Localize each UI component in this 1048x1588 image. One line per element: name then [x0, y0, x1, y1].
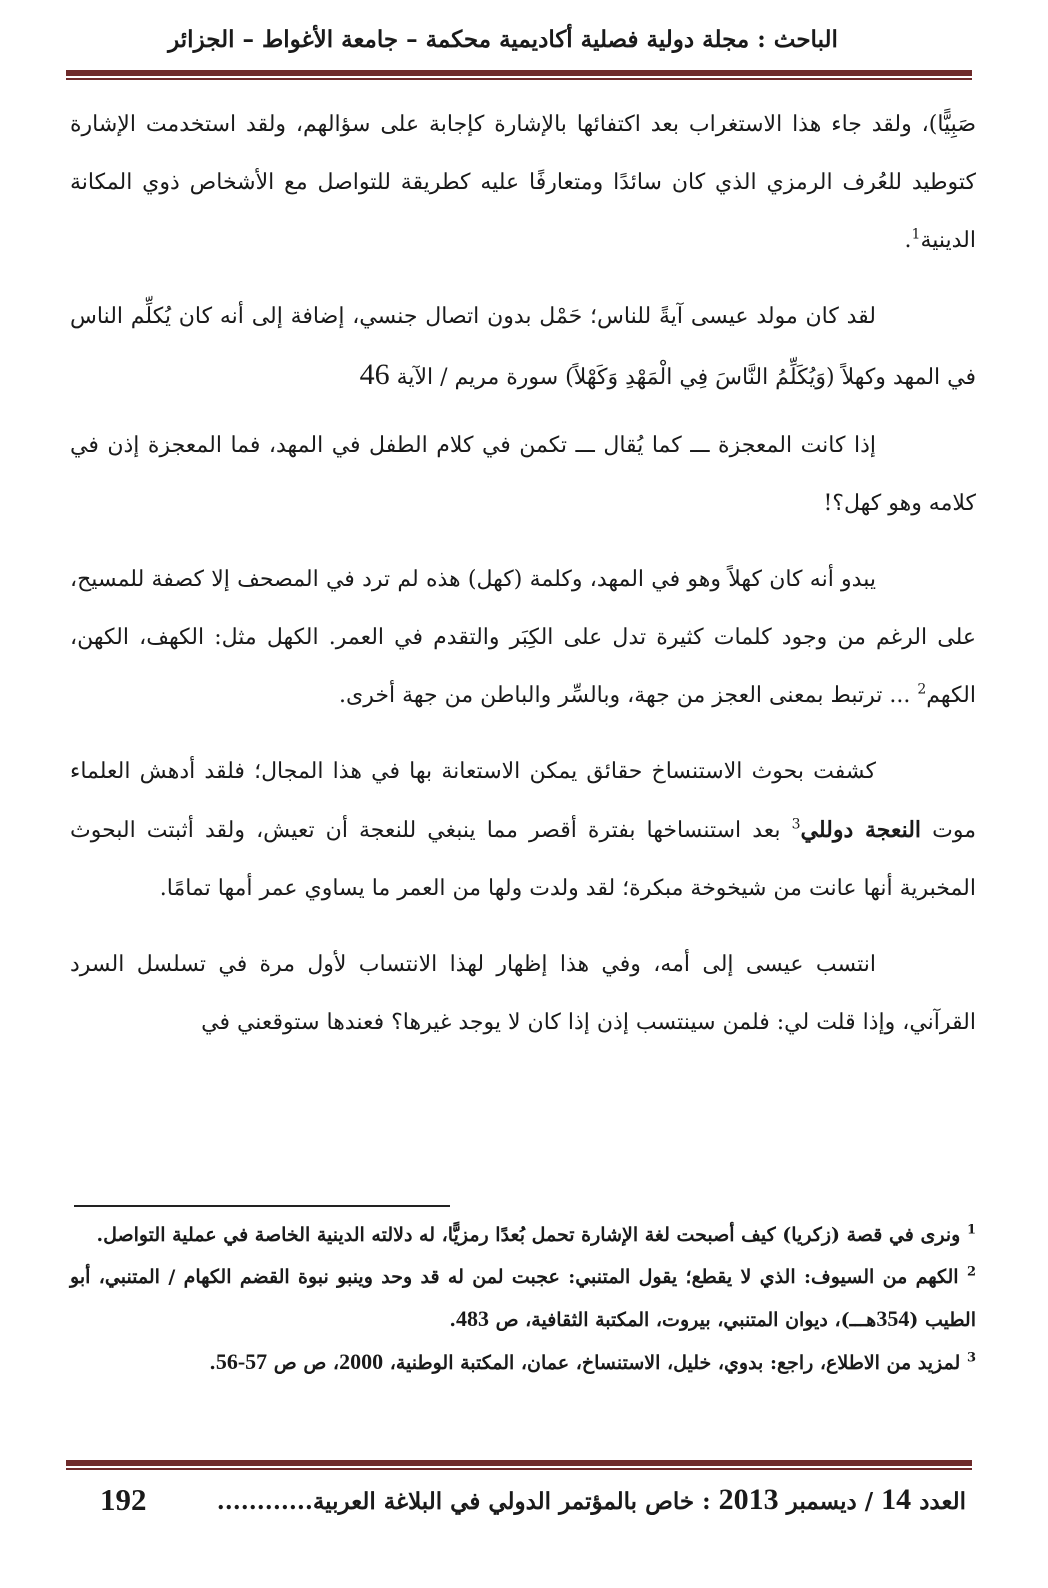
issue-separator: / — [864, 1488, 874, 1515]
footnote-separator — [74, 1205, 450, 1207]
paragraph-3-text: إذا كانت المعجزة ـــ كما يُقال ـــ تكمن في كلام الطفل في المهد، فما المعجزة إذن في كلامه وهو كهل؟! — [70, 433, 976, 516]
footnote-3-text-a: لمزيد من الاطلاع، راجع: بدوي، خليل، الاستنساخ، عمان، المكتبة الوطنية، — [389, 1352, 961, 1374]
footnote-3-text-b: ، ص ص — [273, 1352, 340, 1374]
footnote-2-text-b: هـــ)، ديوان المتنبي، بيروت، المكتبة الثقافية، ص — [495, 1309, 877, 1331]
header-rule-thick — [66, 70, 972, 76]
article-body — [70, 96, 976, 1064]
footnote-2-end: . — [449, 1309, 456, 1331]
footnote-1-text: ونرى في قصة (زكريا) كيف أصبحت لغة الإشارة تحمل بُعدًا رمزيًّا، له دلالته الدينية الخاصة في عملية التواصل. — [96, 1224, 961, 1246]
footnote-1-number: 1 — [966, 1222, 976, 1238]
dolly-name: النعجة دوللي — [800, 817, 922, 843]
footnotes — [70, 1214, 976, 1384]
footnote-2 — [70, 1256, 976, 1341]
paragraph-2 — [70, 288, 976, 407]
issue-label: العدد — [919, 1488, 966, 1515]
footnote-2-year: 354 — [876, 1306, 910, 1331]
footnote-3-pages: 56-57 — [215, 1349, 268, 1374]
paragraph-4-text-b: ... ترتبط بمعنى العجز من جهة، وبالسِّر والباطن من جهة أخرى. — [339, 683, 911, 708]
footer-rule-thin — [66, 1468, 972, 1470]
issue-year: 2013 — [718, 1483, 779, 1516]
footer-rule — [66, 1460, 972, 1471]
header-rule-thin — [66, 78, 972, 80]
footnote-ref-3[interactable]: 3 — [791, 816, 801, 833]
issue-number: 14 — [881, 1483, 912, 1516]
paragraph-5-text-b: بعد استنساخها بفترة أقصر مما ينبغي للنعجة أن تعيش، ولقد أثبتت البحوث المخبرية أنها عانت من شيخوخة مبكرة؛ لقد ولدت ولها من العمر ما يساوي عمر أمها تمامًا. — [70, 818, 976, 901]
paragraph-6 — [70, 936, 976, 1052]
paragraph-4-text-a: يبدو أنه كان كهلاً وهو في المهد، وكلمة (كهل) هذه لم ترد في المصحف إلا كصفة للمسيح، على الرغم من وجود كلمات كثيرة تدل على الكِبَر والتقدم في العمر. الكهل مثل: الكهف، الكهن، الكهم — [70, 567, 976, 708]
issue-special: : خاص بالمؤتمر الدولي في البلاغة العربية............ — [216, 1488, 711, 1515]
paragraph-5 — [70, 743, 976, 918]
paragraph-3 — [70, 417, 976, 533]
footnote-ref-1[interactable]: 1 — [911, 226, 921, 243]
paragraph-1-end: . — [904, 228, 912, 253]
page-number: 192 — [100, 1482, 147, 1517]
paragraph-1 — [70, 96, 976, 270]
paragraph-5-text-a: كشفت بحوث الاستنساخ حقائق يمكن الاستعانة بها في هذا المجال؛ فلقد أدهش العلماء موت — [70, 759, 976, 843]
header-rule — [66, 70, 972, 81]
journal-header: الباحث : مجلة دولية فصلية أكاديمية محكمة – جامعة الأغواط – الجزائر — [168, 26, 838, 53]
paragraph-2-text: لقد كان مولد عيسى آيةً للناس؛ حَمْل بدون اتصال جنسي، إضافة إلى أنه كان يُكلِّم الناس في المهد وكهلاً (وَيُكَلِّمُ النَّاسَ فِي الْمَهْدِ وَكَهْلاً) سورة مريم / الآية — [70, 304, 976, 390]
issue-footer — [86, 1480, 966, 1522]
paragraph-6-text: انتسب عيسى إلى أمه، وفي هذا إظهار لهذا الانتساب لأول مرة في تسلسل السرد القرآني، وإذا قلت لي: فلمن سينتسب إذن إذا كان لا يوجد غيرها؟ فعندها ستوقعني في — [70, 952, 976, 1035]
paragraph-4 — [70, 551, 976, 725]
footnote-3 — [70, 1341, 976, 1384]
footer-rule-thick — [66, 1460, 972, 1466]
footnote-1 — [70, 1214, 976, 1256]
paragraph-1-text: صَبِيًّا)، ولقد جاء هذا الاستغراب بعد اكتفائها بالإشارة كإجابة على سؤالهم، ولقد استخدمت الإشارة كتوطيد للعُرف الرمزي الذي كان سائدًا ومتعارفًا عليه كطريقة للتواصل مع الأشخاص ذوي المكانة الدينية — [70, 112, 976, 253]
footnote-2-text-a: الكهم من السيوف: الذي لا يقطع؛ يقول المتنبي: عجبت لمن له قد وحد وينبو نبوة القضم الكهام / المتنبي، أبو الطيب ( — [70, 1266, 976, 1331]
footnote-3-end: . — [209, 1352, 216, 1374]
footnote-2-page: 483 — [455, 1306, 489, 1331]
footnote-3-number: 3 — [966, 1350, 976, 1366]
footnote-3-year: 2000 — [339, 1349, 384, 1374]
footnote-ref-2[interactable]: 2 — [917, 681, 927, 698]
verse-number: 46 — [359, 358, 390, 391]
issue-month: ديسمبر — [786, 1488, 857, 1515]
footnote-2-number: 2 — [966, 1264, 976, 1280]
